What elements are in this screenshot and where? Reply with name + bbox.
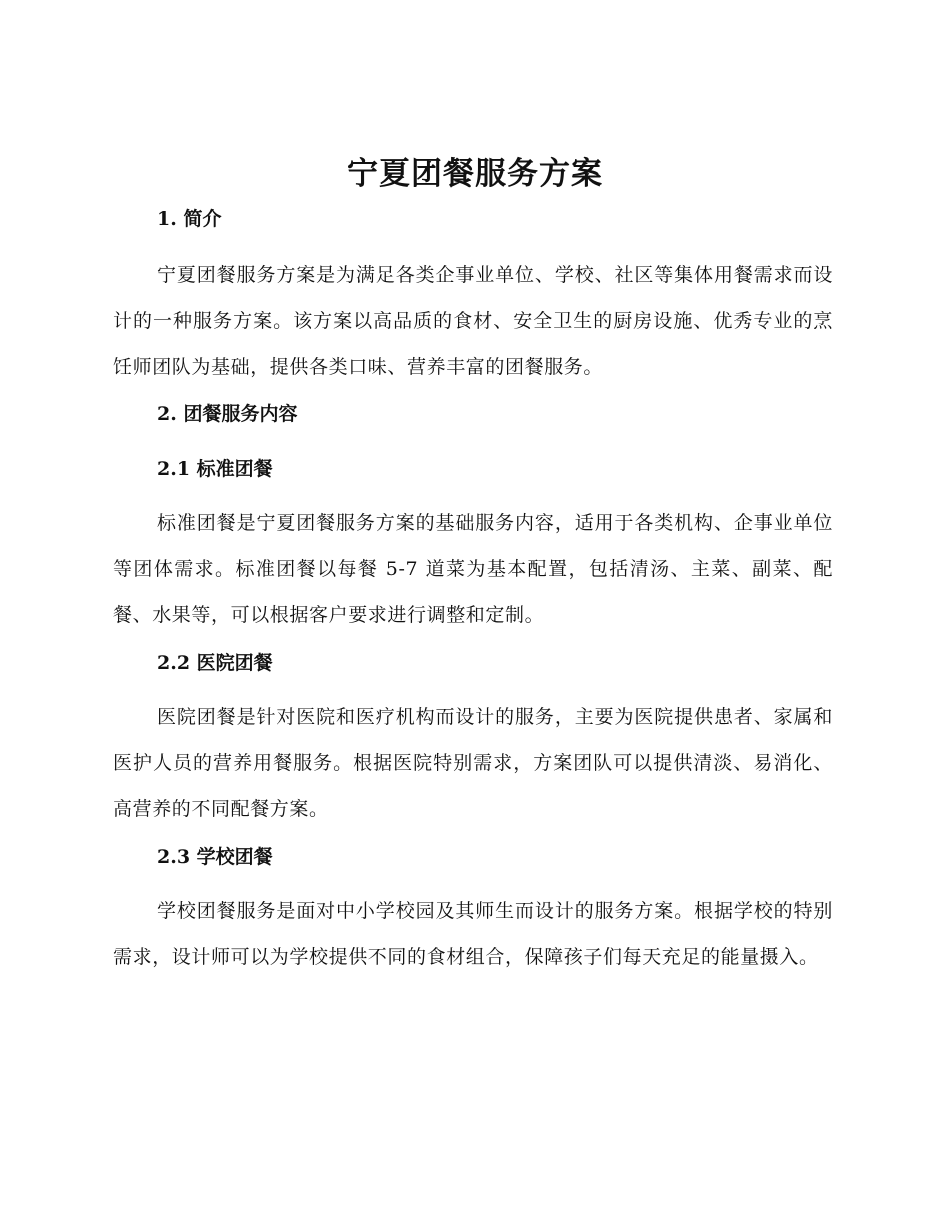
- paragraph-hospital-meal: 医院团餐是针对医院和医疗机构而设计的服务，主要为医院提供患者、家属和医护人员的营养用餐服务。根据医院特别需求，方案团队可以提供清淡、易消化、高营养的不同配餐方案。: [113, 706, 833, 820]
- section-heading-service-content: 2. 团餐服务内容: [157, 403, 298, 425]
- paragraph-school-meal: 学校团餐服务是面对中小学校园及其师生而设计的服务方案。根据学校的特别需求，设计师可以为学校提供不同的食材组合，保障孩子们每天充足的能量摄入。: [113, 900, 833, 968]
- paragraph-standard-meal: 标准团餐是宁夏团餐服务方案的基础服务内容，适用于各类机构、企事业单位等团体需求。标准团餐以每餐 5-7 道菜为基本配置，包括清汤、主菜、副菜、配餐、水果等，可以根据客户要求进行调整和定制。: [113, 512, 833, 626]
- paragraph-intro: 宁夏团餐服务方案是为满足各类企事业单位、学校、社区等集体用餐需求而设计的一种服务方案。该方案以高品质的食材、安全卫生的厨房设施、优秀专业的烹饪师团队为基础，提供各类口味、营养丰富的团餐服务。: [113, 264, 833, 378]
- section-heading-school-meal: 2.3 学校团餐: [157, 846, 273, 868]
- section-heading-intro: 1. 简介: [157, 208, 222, 230]
- section-heading-standard-meal: 2.1 标准团餐: [157, 458, 273, 480]
- document-title: 宁夏团餐服务方案: [347, 156, 603, 192]
- section-heading-hospital-meal: 2.2 医院团餐: [157, 652, 273, 674]
